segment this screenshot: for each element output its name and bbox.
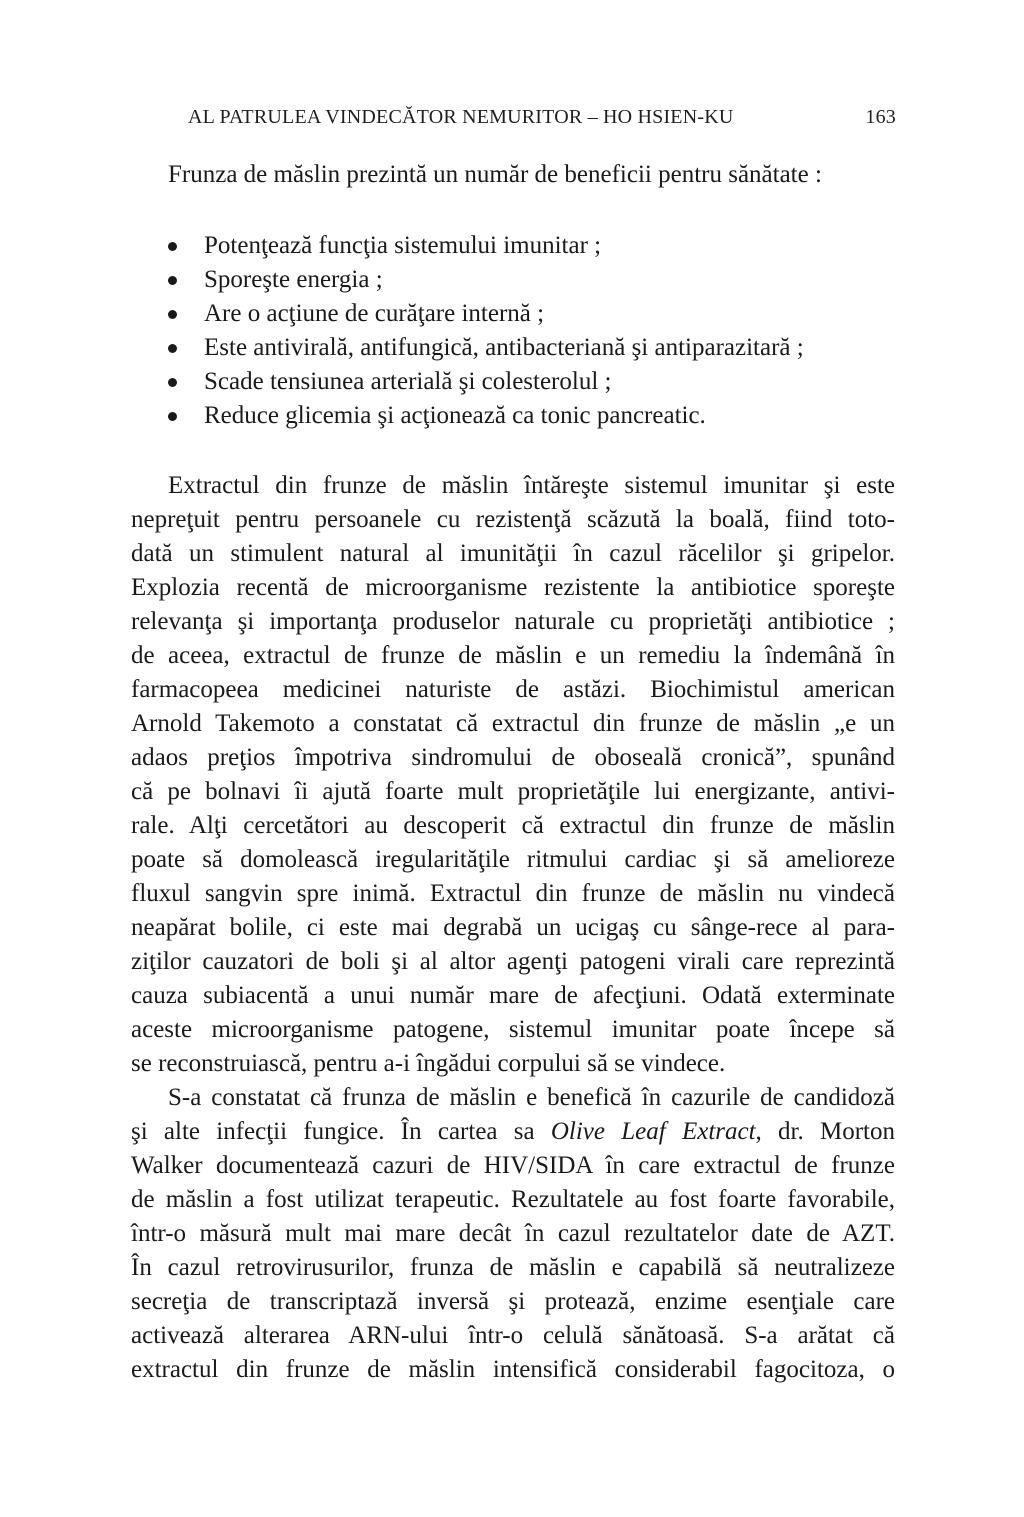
text-line: relevanţa şi importanţa produselor naturale cu proprietăţi antibiotice ; <box>131 608 895 635</box>
list-item-text: Scade tensiunea arterială şi colesterolul ; <box>204 368 612 395</box>
text-line: activează alterarea ARN-ului într-o celulă sănătoasă. S-a arătat că <box>131 1322 895 1349</box>
page-number: 163 <box>865 106 896 128</box>
text-line: de măslin a fost utilizat terapeutic. Rezultatele au fost foarte favorabile, <box>131 1186 895 1213</box>
text-line: S-a constatat că frunza de măslin e benefică în cazurile de candidoză <box>168 1084 895 1111</box>
book-title: Olive Leaf Extract <box>550 1118 756 1145</box>
text-line: rale. Alţi cercetători au descoperit că extractul din frunze de măslin <box>131 812 895 839</box>
text-line: dată un stimulent natural al imunităţii în cazul răcelilor şi gripelor. <box>131 540 895 567</box>
list-item-text: Reduce glicemia şi acţionează ca tonic pancreatic. <box>204 402 706 429</box>
text-span: , dr. Morton <box>755 1118 895 1145</box>
list-item-text: Este antivirală, antifungică, antibacteriană şi antiparazitară ; <box>204 334 804 361</box>
text-line: În cazul retrovirusurilor, frunza de măslin e capabilă să neutralizeze <box>131 1254 895 1281</box>
text-line: nepreţuit pentru persoanele cu rezistenţă scăzută la boală, fiind toto- <box>131 506 895 533</box>
text-span: şi alte infecţii fungice. În cartea sa <box>131 1118 551 1145</box>
text-line: poate să domolească iregularităţile ritmului cardiac şi să amelioreze <box>131 846 895 873</box>
text-line: Arnold Takemoto a constatat că extractul din frunze de măslin „e un <box>131 710 895 737</box>
text-line: Extractul din frunze de măslin întăreşte sistemul imunitar şi este <box>168 472 895 499</box>
text-line: extractul din frunze de măslin intensifică considerabil fagocitoza, o <box>131 1356 895 1383</box>
bullet-icon <box>168 276 177 285</box>
list-item-text: Are o acţiune de curăţare internă ; <box>204 300 545 327</box>
running-title: AL PATRULEA VINDECĂTOR NEMURITOR – HO HSIEN-KU <box>188 106 734 128</box>
list-item-text: Potenţează funcţia sistemului imunitar ; <box>204 232 602 259</box>
text-line <box>131 1115 895 1149</box>
text-line: că pe bolnavi îi ajută foarte mult proprietăţile lui energizante, antivi- <box>131 778 895 805</box>
text-line: fluxul sangvin spre inimă. Extractul din frunze de măslin nu vindecă <box>131 880 895 907</box>
text-line: se reconstruiască, pentru a-i îngădui corpului să se vindece. <box>131 1050 726 1077</box>
list-item-text: Sporeşte energia ; <box>204 266 383 293</box>
text-line: aceste microorganisme patogene, sistemul imunitar poate începe să <box>131 1016 895 1043</box>
text-line: neapărat bolile, ci este mai degrabă un ucigaş cu sânge-rece al para- <box>131 914 895 941</box>
intro-sentence: Frunza de măslin prezintă un număr de beneficii pentru sănătate : <box>168 161 822 188</box>
text-line: secreţia de transcriptază inversă şi protează, enzime esenţiale care <box>131 1288 895 1315</box>
bullet-icon <box>168 412 177 421</box>
text-line: cauza subiacentă a unui număr mare de afecţiuni. Odată exterminate <box>131 982 895 1009</box>
text-line: farmacopeea medicinei naturiste de astăzi. Biochimistul american <box>131 676 895 703</box>
text-line: adaos preţios împotriva sindromului de oboseală cronică”, spunând <box>131 744 895 771</box>
text-line: Walker documentează cazuri de HIV/SIDA în care extractul de frunze <box>131 1152 895 1179</box>
running-header <box>188 106 900 136</box>
bullet-icon <box>168 242 177 251</box>
text-line: ziţilor cauzatori de boli şi al altor agenţi patogeni virali care reprezintă <box>131 948 895 975</box>
bullet-icon <box>168 378 177 387</box>
text-line: de aceea, extractul de frunze de măslin e un remediu la îndemână în <box>131 642 895 669</box>
text-line: Explozia recentă de microorganisme rezistente la antibiotice sporeşte <box>131 574 895 601</box>
bullet-icon <box>168 344 177 353</box>
text-line: într-o măsură mult mai mare decât în cazul rezultatelor date de AZT. <box>131 1220 895 1247</box>
bullet-icon <box>168 310 177 319</box>
